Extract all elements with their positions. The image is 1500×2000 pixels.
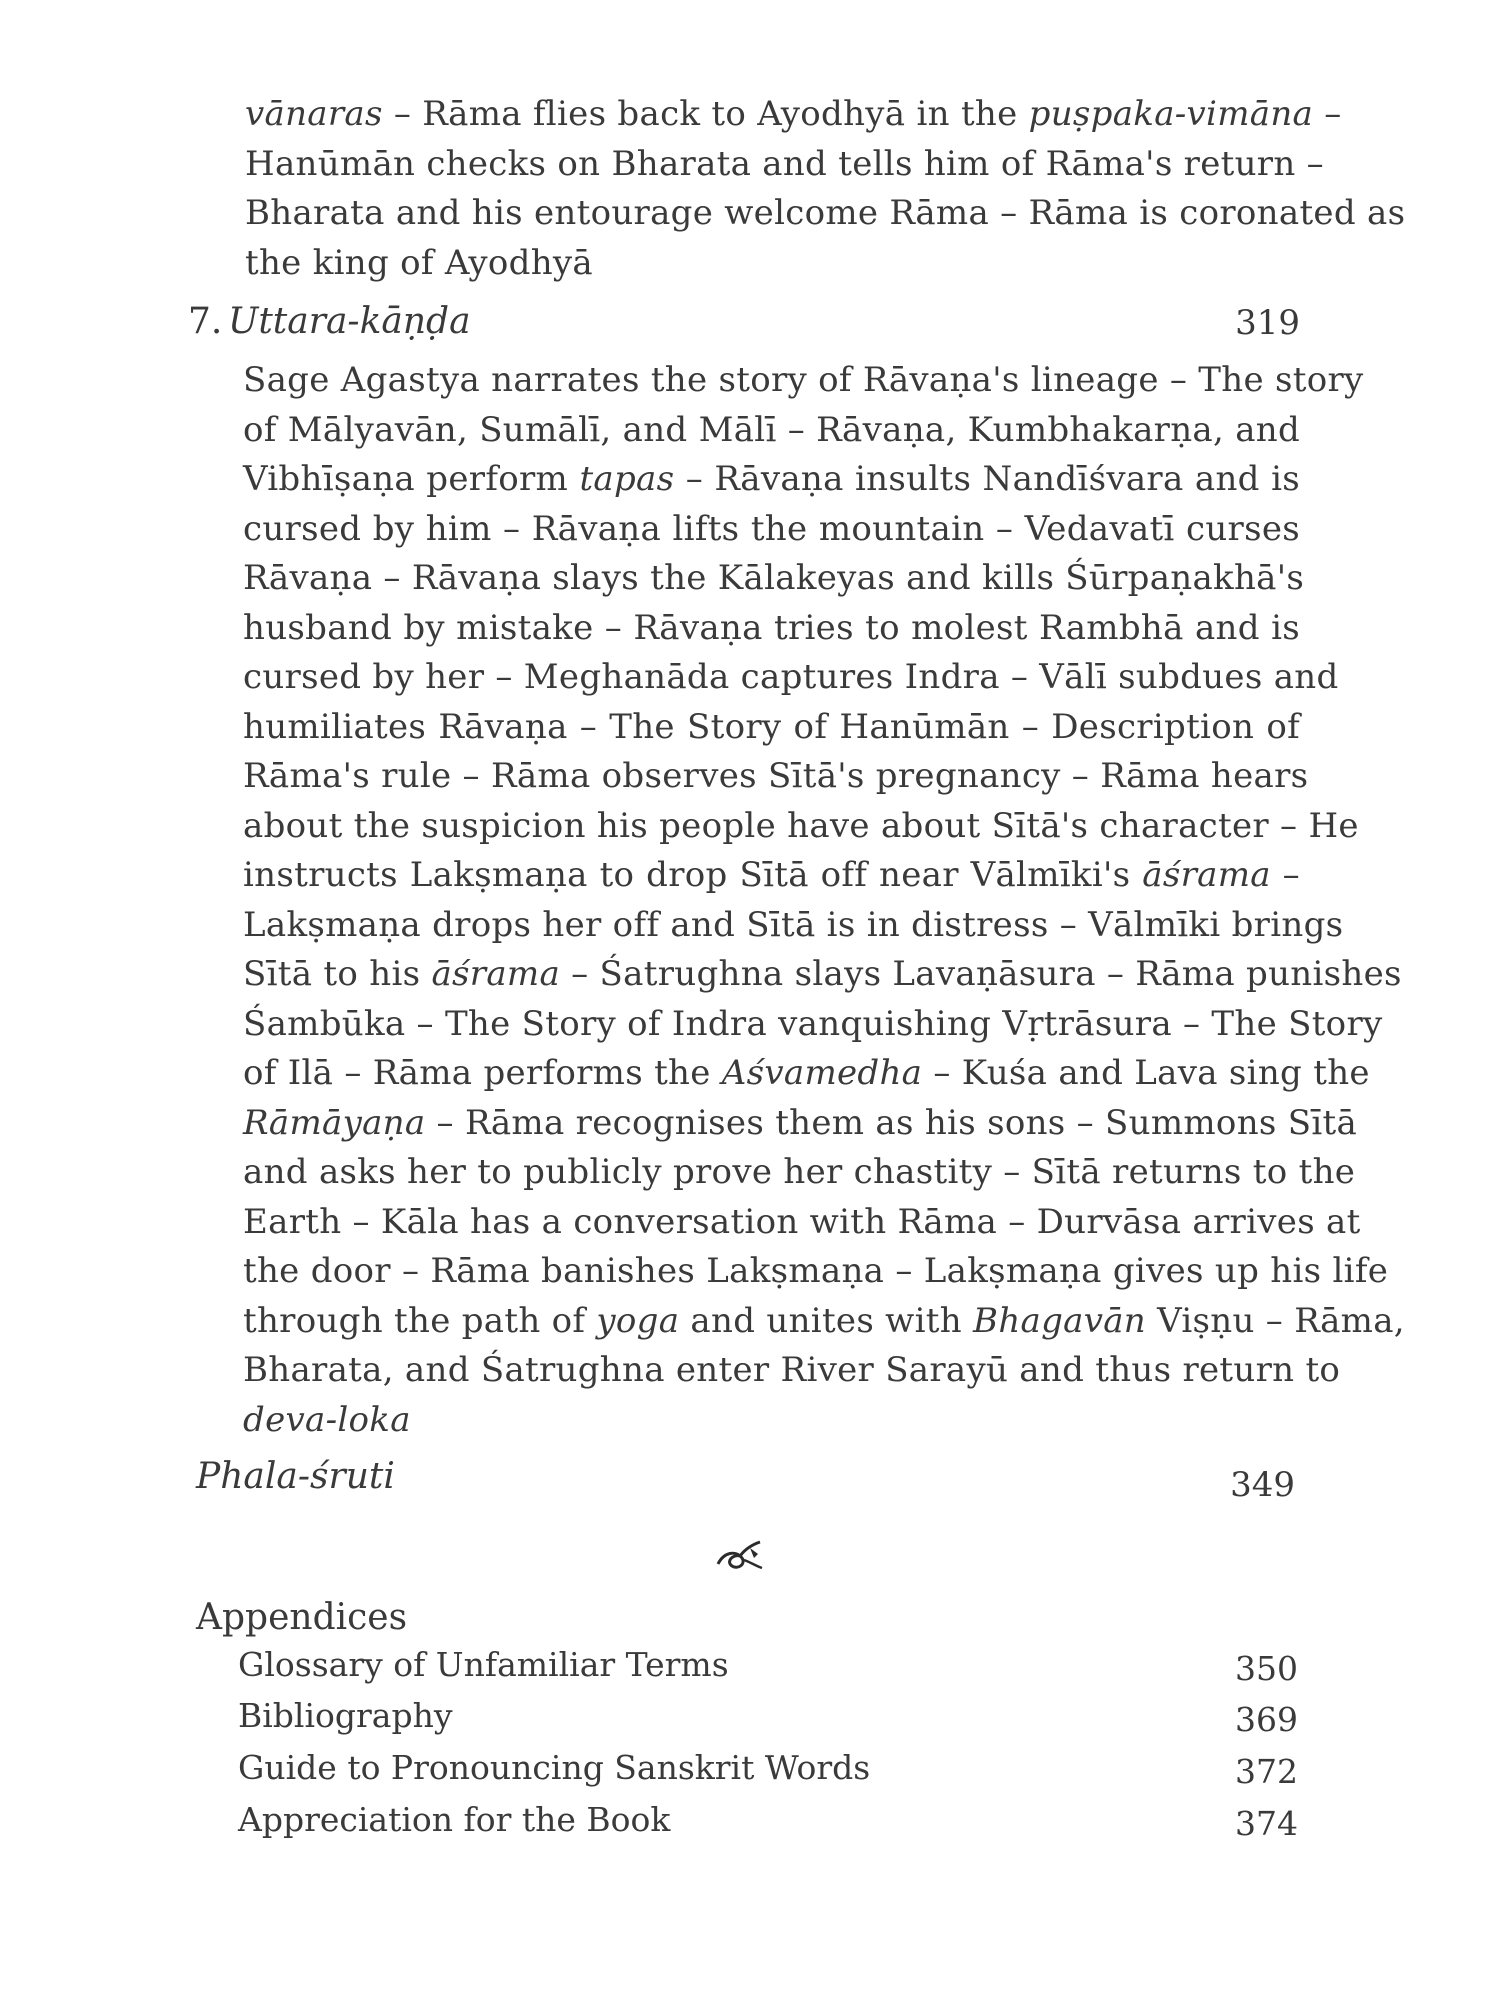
- appendix-entry-label: Appreciation for the Book: [238, 1800, 671, 1839]
- text-run: and asks her to publicly prove her chastity – Sītā returns to the: [243, 1152, 1356, 1192]
- summary-line: [243, 901, 1344, 951]
- appendix-entry-label: Bibliography: [238, 1696, 453, 1735]
- appendix-entry-appreciation[interactable]: [238, 1800, 1298, 1846]
- text-run: Bharata, and Śatrughna enter River Sarayū and thus return to: [243, 1350, 1341, 1390]
- chapter-7-page-number: 319: [1235, 303, 1300, 343]
- summary-line: [243, 1099, 1358, 1149]
- chapter-number: 7.: [188, 301, 223, 342]
- italic-term: Rāmāyaṇa: [243, 1102, 426, 1143]
- appendix-entry-bibliography[interactable]: [238, 1696, 1298, 1742]
- italic-term: āśrama: [431, 954, 561, 994]
- summary-line: [243, 1000, 1383, 1050]
- appendix-entry-pronunciation-guide[interactable]: [238, 1748, 1298, 1794]
- appendix-entry-page: 372: [1235, 1752, 1298, 1791]
- appendix-entry-glossary[interactable]: [238, 1645, 1298, 1691]
- summary-line: [245, 90, 1342, 140]
- text-run: the king of Ayodhyā: [245, 242, 593, 283]
- summary-line: [243, 950, 1402, 1000]
- phala-sruti-heading[interactable]: Phala-śruti: [196, 1456, 395, 1497]
- summary-line: [243, 455, 1300, 505]
- text-run: Rāma's rule – Rāma observes Sītā's pregnancy – Rāma hears: [243, 756, 1309, 796]
- italic-term: tapas: [579, 459, 675, 499]
- text-run: Earth – Kāla has a conversation with Rāma – Durvāsa arrives at: [243, 1201, 1361, 1242]
- italic-term: āśrama: [1142, 855, 1271, 895]
- text-run: and unites with: [679, 1300, 974, 1341]
- text-run: the door – Rāma banishes Lakṣmaṇa – Lakṣmaṇa gives up his life: [243, 1251, 1389, 1291]
- summary-line: [243, 554, 1305, 604]
- summary-line: [243, 653, 1339, 703]
- text-run: – Rāma flies back to Ayodhyā in the: [382, 94, 1029, 134]
- chapter-title: Uttara-kāṇḍa: [228, 301, 471, 342]
- summary-line: [243, 802, 1359, 852]
- text-run: Vibhīṣaṇa perform: [243, 459, 580, 499]
- summary-line: [245, 140, 1324, 190]
- text-run: Sage Agastya narrates the story of Rāvaṇa's lineage – The story: [243, 360, 1364, 400]
- summary-line: [243, 505, 1300, 555]
- appendix-entry-label: Glossary of Unfamiliar Terms: [238, 1645, 729, 1684]
- text-run: of Mālyavān, Sumālī, and Mālī – Rāvaṇa, Kumbhakarṇa, and: [243, 409, 1301, 450]
- appendix-entry-page: 350: [1235, 1649, 1298, 1688]
- text-run: Viṣṇu – Rāma,: [1146, 1300, 1405, 1341]
- summary-line: [243, 851, 1300, 901]
- text-run: Hanūmān checks on Bharata and tells him of Rāma's return –: [245, 143, 1324, 184]
- text-run: humiliates Rāvaṇa – The Story of Hanūmān – Description of: [243, 706, 1300, 747]
- phala-sruti-page-number: 349: [1230, 1465, 1295, 1505]
- summary-line: [243, 1247, 1389, 1297]
- appendix-entry-label: Guide to Pronouncing Sanskrit Words: [238, 1748, 871, 1787]
- text-run: – Rāma recognises them as his sons – Summons Sītā: [425, 1102, 1358, 1143]
- chapter-7-heading[interactable]: [188, 300, 1308, 344]
- summary-line: [243, 604, 1300, 654]
- text-run: – Kuśa and Lava sing the: [922, 1053, 1370, 1093]
- italic-term: yoga: [596, 1300, 680, 1341]
- text-run: Lakṣmaṇa drops her off and Sītā is in distress – Vālmīki brings: [243, 904, 1344, 945]
- summary-line: [243, 406, 1300, 456]
- floral-ornament-icon: [714, 1538, 766, 1574]
- text-run: –: [1270, 855, 1300, 895]
- italic-term: vānaras: [245, 94, 383, 134]
- appendices-heading: Appendices: [196, 1597, 408, 1638]
- appendix-entry-page: 374: [1235, 1804, 1298, 1843]
- text-run: Śambūka – The Story of Indra vanquishing Vṛtrāsura – The Story: [243, 1003, 1383, 1044]
- text-run: instructs Lakṣmaṇa to drop Sītā off near Vālmīki's: [243, 855, 1143, 895]
- summary-line: [245, 239, 1300, 289]
- previous-chapter-summary: [245, 90, 1406, 288]
- text-run: husband by mistake – Rāvaṇa tries to molest Rambhā and is: [243, 607, 1300, 648]
- text-run: Rāvaṇa – Rāvaṇa slays the Kālakeyas and kills Śūrpaṇakhā's: [243, 558, 1305, 598]
- summary-line: [243, 752, 1309, 802]
- summary-line: [243, 1198, 1361, 1248]
- appendix-entry-page: 369: [1235, 1700, 1298, 1739]
- text-run: about the suspicion his people have about Sītā's character – He: [243, 805, 1359, 846]
- text-run: – Śatrughna slays Lavaṇāsura – Rāma punishes: [560, 954, 1402, 994]
- summary-line: [243, 1297, 1405, 1347]
- summary-line: [243, 1346, 1341, 1396]
- chapter-7-summary: [243, 356, 1405, 1445]
- text-run: through the path of: [243, 1300, 597, 1341]
- summary-line: [243, 1396, 1300, 1446]
- italic-term: puṣpaka-vimāna: [1028, 94, 1314, 134]
- text-run: cursed by him – Rāvaṇa lifts the mountain – Vedavatī curses: [243, 508, 1300, 549]
- text-run: –: [1313, 94, 1342, 134]
- italic-term: deva-loka: [243, 1399, 411, 1440]
- italic-term: Aśvamedha: [721, 1053, 923, 1093]
- summary-line: [243, 703, 1300, 753]
- summary-line: [245, 189, 1406, 239]
- summary-line: [243, 1049, 1370, 1099]
- italic-term: Bhagavān: [973, 1300, 1146, 1341]
- summary-line: [243, 1148, 1356, 1198]
- text-run: – Rāvaṇa insults Nandīśvara and is: [674, 459, 1300, 499]
- text-run: cursed by her – Meghanāda captures Indra – Vālī subdues and: [243, 657, 1339, 697]
- text-run: Bharata and his entourage welcome Rāma – Rāma is coronated as: [245, 193, 1406, 233]
- text-run: Sītā to his: [243, 954, 432, 994]
- summary-line: [243, 356, 1364, 406]
- text-run: of Ilā – Rāma performs the: [243, 1053, 722, 1093]
